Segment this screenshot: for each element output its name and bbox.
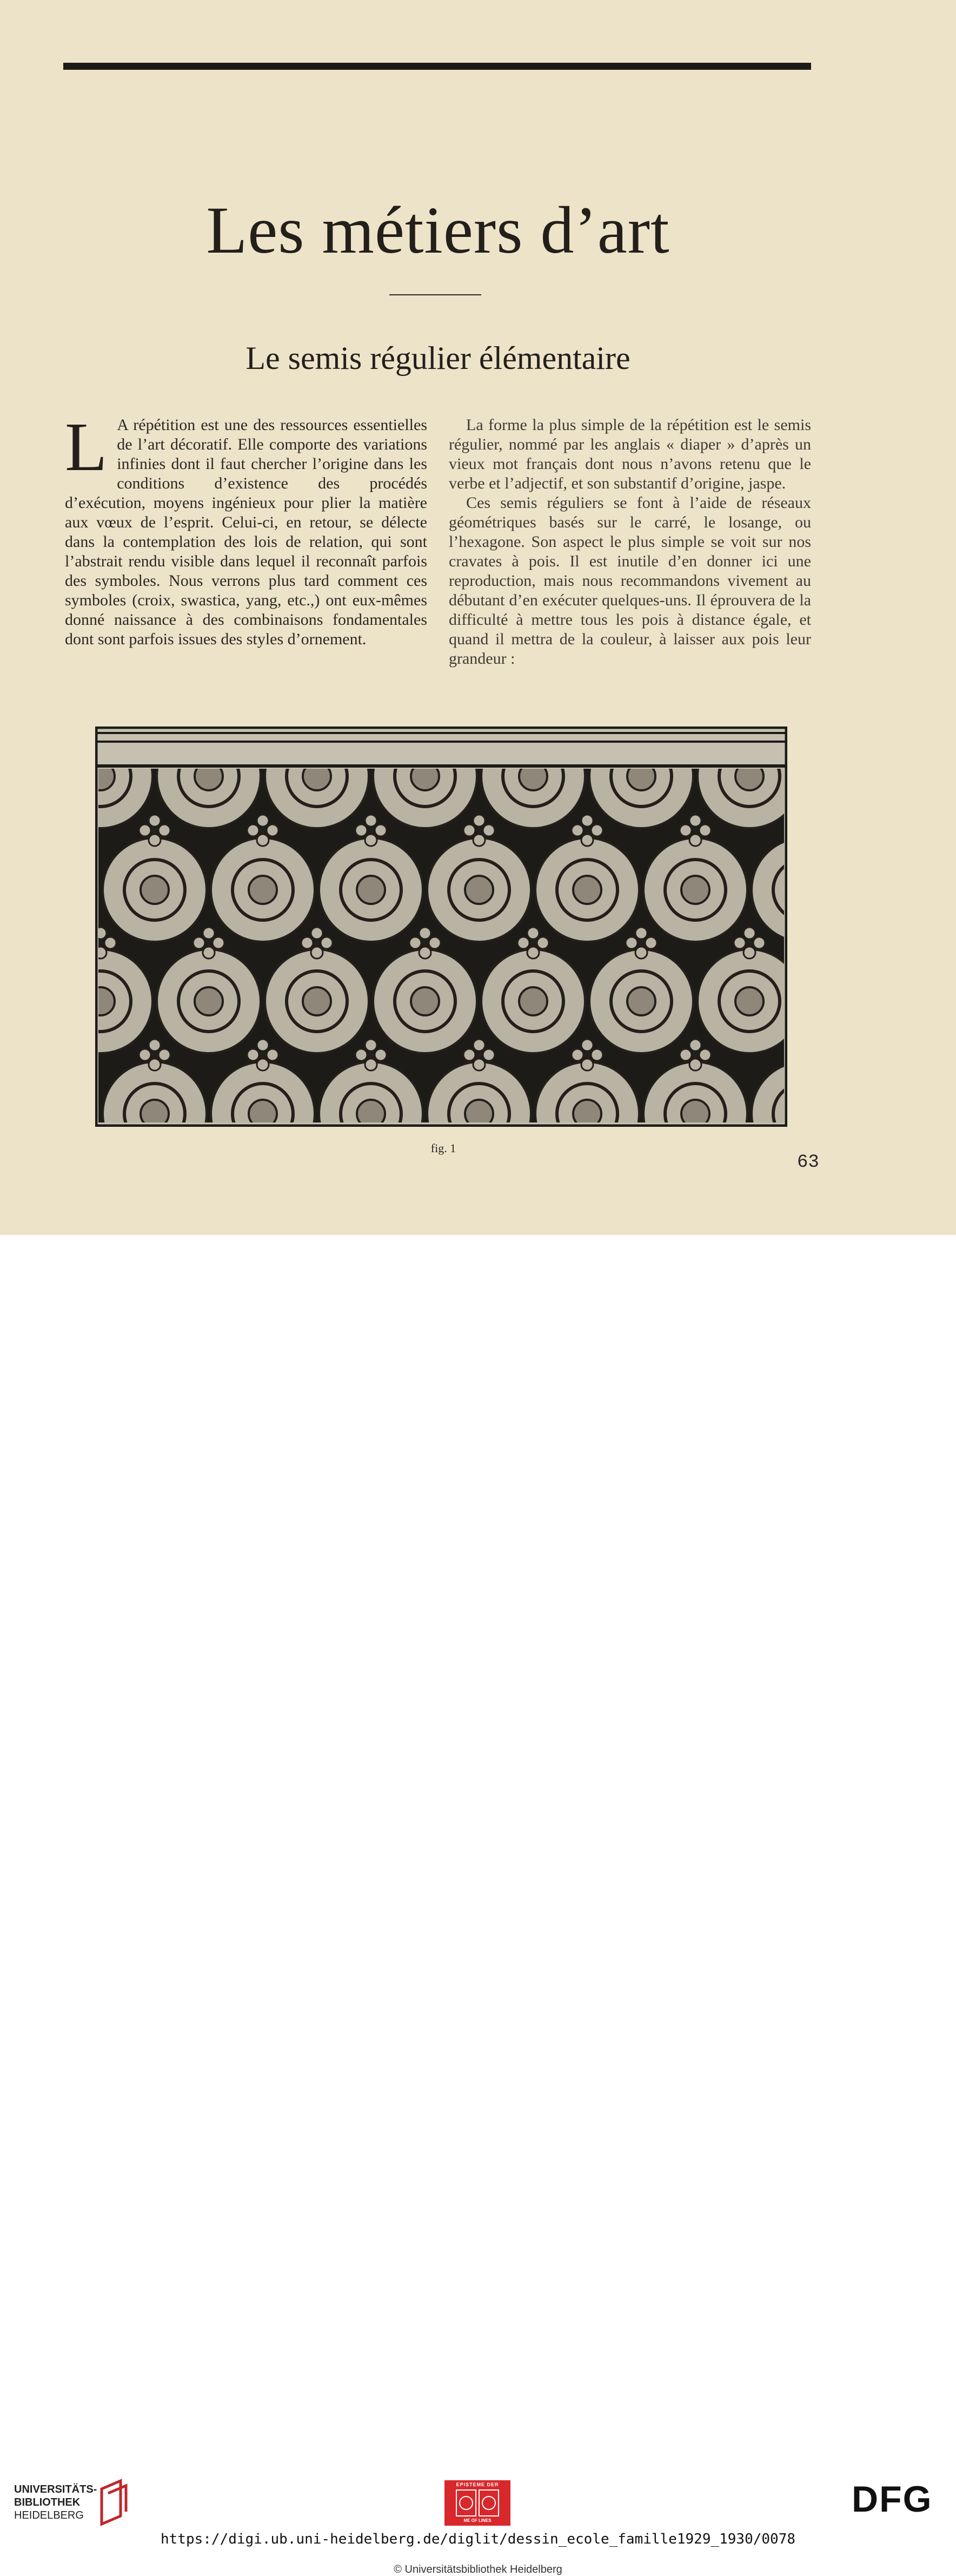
- rosette-petal: [581, 1039, 593, 1051]
- rosette-petal: [257, 1059, 269, 1071]
- rosette-center: [98, 940, 103, 946]
- ornament-dot: [249, 876, 277, 904]
- rosette-petal: [355, 1049, 367, 1061]
- rosette-petal: [247, 824, 259, 836]
- rosette-center: [476, 1052, 482, 1058]
- rosette-petal: [409, 937, 421, 949]
- rosette-center: [422, 940, 428, 946]
- rosette-petal: [419, 947, 431, 959]
- rosette-petal: [680, 824, 692, 836]
- rosette-petal: [572, 824, 583, 836]
- rosette-petal: [149, 834, 161, 846]
- ornament-dot: [627, 987, 655, 1015]
- dfg-logo[interactable]: DFG: [852, 2479, 933, 2520]
- top-rule: [63, 63, 811, 70]
- ornament-dot: [357, 876, 385, 904]
- rosette-petal: [527, 927, 539, 939]
- title-divider: [389, 294, 481, 295]
- rosette-center: [585, 1052, 590, 1058]
- rosette-center: [639, 940, 644, 946]
- rosette-petal: [311, 947, 323, 959]
- copyright-notice: © Universitätsbibliothek Heidelberg: [394, 2564, 562, 2575]
- rosette-center: [260, 828, 265, 833]
- rosette-center: [368, 828, 374, 833]
- ornament-dot: [303, 987, 331, 1015]
- rosette-petal: [429, 937, 441, 949]
- ornament-dot: [519, 987, 547, 1015]
- rosette-petal: [635, 927, 647, 939]
- rosette-petal: [581, 1059, 593, 1071]
- page-url-link[interactable]: https://digi.ub.uni-heidelberg.de/diglit/dessin_ecole_famille1929_1930/0078: [161, 2531, 795, 2547]
- rosette-petal: [473, 1059, 485, 1071]
- rosette-petal: [473, 815, 485, 827]
- rosette-center: [152, 1052, 157, 1058]
- rosette-petal: [699, 824, 711, 836]
- rosette-petal: [375, 1049, 387, 1061]
- rosette-petal: [689, 815, 701, 827]
- rosette-petal: [375, 824, 387, 836]
- rosette-center: [476, 828, 482, 833]
- paragraph-left: A répétition est une des ressources essentielles de l’art décoratif. Elle comporte des variations infinies dont il faut chercher l’origine dans les conditions d’existence des procédés d’exécution, moyens ingénieux pour plier la matière aux vœux de l’esprit. Celui-ci, en retour, se délecte dans la contemplation des lois de relation, qui sont l’abstrait rendu visible dans lequel il reconnaît parfois des symboles. Nous verrons plus tard comment ces symboles (croix, swastica, yang, etc.,) ont eux-mêmes donné naissance à des combinaisons fondamentales dont sont parfois issues des styles d’ornement.: [65, 416, 427, 648]
- scanned-page: [0, 0, 956, 1235]
- ornament-dot: [411, 987, 439, 1015]
- ornament-dot: [465, 876, 493, 904]
- ornament-dot: [195, 987, 223, 1015]
- rosette-center: [152, 828, 157, 833]
- rosette-petal: [473, 1039, 485, 1051]
- rosette-petal: [483, 1049, 495, 1061]
- rosette-petal: [581, 834, 593, 846]
- rosette-petal: [365, 1059, 377, 1071]
- rosette-petal: [473, 834, 485, 846]
- library-logo-icon: [96, 2478, 134, 2527]
- rosette-petal: [572, 1049, 583, 1061]
- text-column-right: [449, 415, 811, 669]
- rosette-center: [260, 1052, 265, 1058]
- rosette-petal: [734, 937, 746, 949]
- rosette-petal: [591, 824, 603, 836]
- rosette-petal: [680, 1049, 692, 1061]
- rosette-petal: [257, 815, 269, 827]
- rosette-petal: [139, 824, 151, 836]
- rosette-petal: [139, 1049, 151, 1061]
- rosette-center: [206, 940, 211, 946]
- project-logo-top-text: EPISTEME DER: [456, 2482, 499, 2487]
- ornament-dot: [141, 876, 169, 904]
- rosette-petal: [158, 824, 170, 836]
- rosette-center: [693, 1052, 698, 1058]
- rosette-petal: [311, 927, 323, 939]
- rosette-petal: [591, 1049, 603, 1061]
- rosette-petal: [581, 815, 593, 827]
- rosette-petal: [203, 947, 215, 959]
- rosette-petal: [419, 927, 431, 939]
- ornament-dot: [681, 876, 709, 904]
- rosette-petal: [365, 815, 377, 827]
- rosette-petal: [483, 824, 495, 836]
- figure-caption: fig. 1: [430, 1141, 456, 1155]
- text-column-left: [65, 408, 427, 649]
- library-name-line-1: UNIVERSITÄTS-: [14, 2483, 97, 2495]
- rosette-petal: [517, 937, 529, 949]
- drop-cap: L: [65, 408, 108, 485]
- rosette-petal: [321, 937, 333, 949]
- rosette-petal: [689, 834, 701, 846]
- rosette-petal: [213, 937, 224, 949]
- ornament-dot: [735, 987, 764, 1015]
- rosette-petal: [104, 937, 116, 949]
- rosette-petal: [267, 824, 278, 836]
- rosette-petal: [743, 927, 755, 939]
- rosette-petal: [645, 937, 657, 949]
- rosette-petal: [355, 824, 367, 836]
- viewer-footer: [0, 1235, 956, 2575]
- ornament-figure: [95, 726, 787, 1127]
- rosette-petal: [626, 937, 638, 949]
- rosette-center: [530, 940, 536, 946]
- page-title: Les métiers d’art: [206, 193, 670, 267]
- project-logo-bottom-text: ME OF LINES: [463, 2518, 492, 2523]
- project-logo[interactable]: [444, 2480, 510, 2526]
- rosette-petal: [149, 1039, 161, 1051]
- rosette-petal: [527, 947, 539, 959]
- rosette-petal: [301, 937, 313, 949]
- rosette-petal: [753, 937, 765, 949]
- rosette-petal: [203, 927, 215, 939]
- rosette-center: [368, 1052, 374, 1058]
- rosette-petal: [635, 947, 647, 959]
- rosette-petal: [699, 1049, 711, 1061]
- rosette-center: [693, 828, 698, 833]
- rosette-center: [747, 940, 752, 946]
- paragraph-right-2: Ces semis réguliers se font à l’aide de réseaux géométriques basés sur le carré, le losange, ou l’hexagone. Son aspect le plus simple se voit sur nos cravates à pois. Il est inutile d’en donner ici une reproduction, mais nous recommandons vivement au débutant d’en exécuter quelques-uns. Il éprouvera de la difficulté à mettre tous les pois à distance égale, et quand il mettra de la couleur, à laisser aux pois leur grandeur :: [449, 494, 811, 668]
- rosette-petal: [689, 1039, 701, 1051]
- rosette-petal: [257, 834, 269, 846]
- rosette-petal: [463, 824, 475, 836]
- rosette-petal: [365, 834, 377, 846]
- rosette-petal: [743, 947, 755, 959]
- page-subtitle: Le semis régulier élémentaire: [245, 340, 630, 376]
- library-name-line-3: HEIDELBERG: [14, 2509, 84, 2521]
- rosette-petal: [247, 1049, 259, 1061]
- rosette-petal: [193, 937, 205, 949]
- rosette-petal: [689, 1059, 701, 1071]
- rosette-center: [585, 828, 590, 833]
- rosette-petal: [267, 1049, 278, 1061]
- paragraph-right-1: La forme la plus simple de la répétition est le semis régulier, nommé par les anglais « diaper » d’après un vieux mot français dont nous n’avons retenu que le verbe et l’adjectif, et son substantif d’origine, jaspe.: [449, 416, 811, 492]
- rosette-petal: [158, 1049, 170, 1061]
- rosette-petal: [257, 1039, 269, 1051]
- rosette-center: [314, 940, 320, 946]
- rosette-petal: [365, 1039, 377, 1051]
- ornament-dot: [573, 876, 601, 904]
- library-logo-text[interactable]: [14, 2483, 97, 2522]
- rosette-petal: [149, 1059, 161, 1071]
- page-number: 63: [797, 1152, 819, 1173]
- rosette-petal: [463, 1049, 475, 1061]
- library-name-line-2: BIBLIOTHEK: [14, 2496, 81, 2508]
- rosette-petal: [537, 937, 549, 949]
- rosette-petal: [149, 815, 161, 827]
